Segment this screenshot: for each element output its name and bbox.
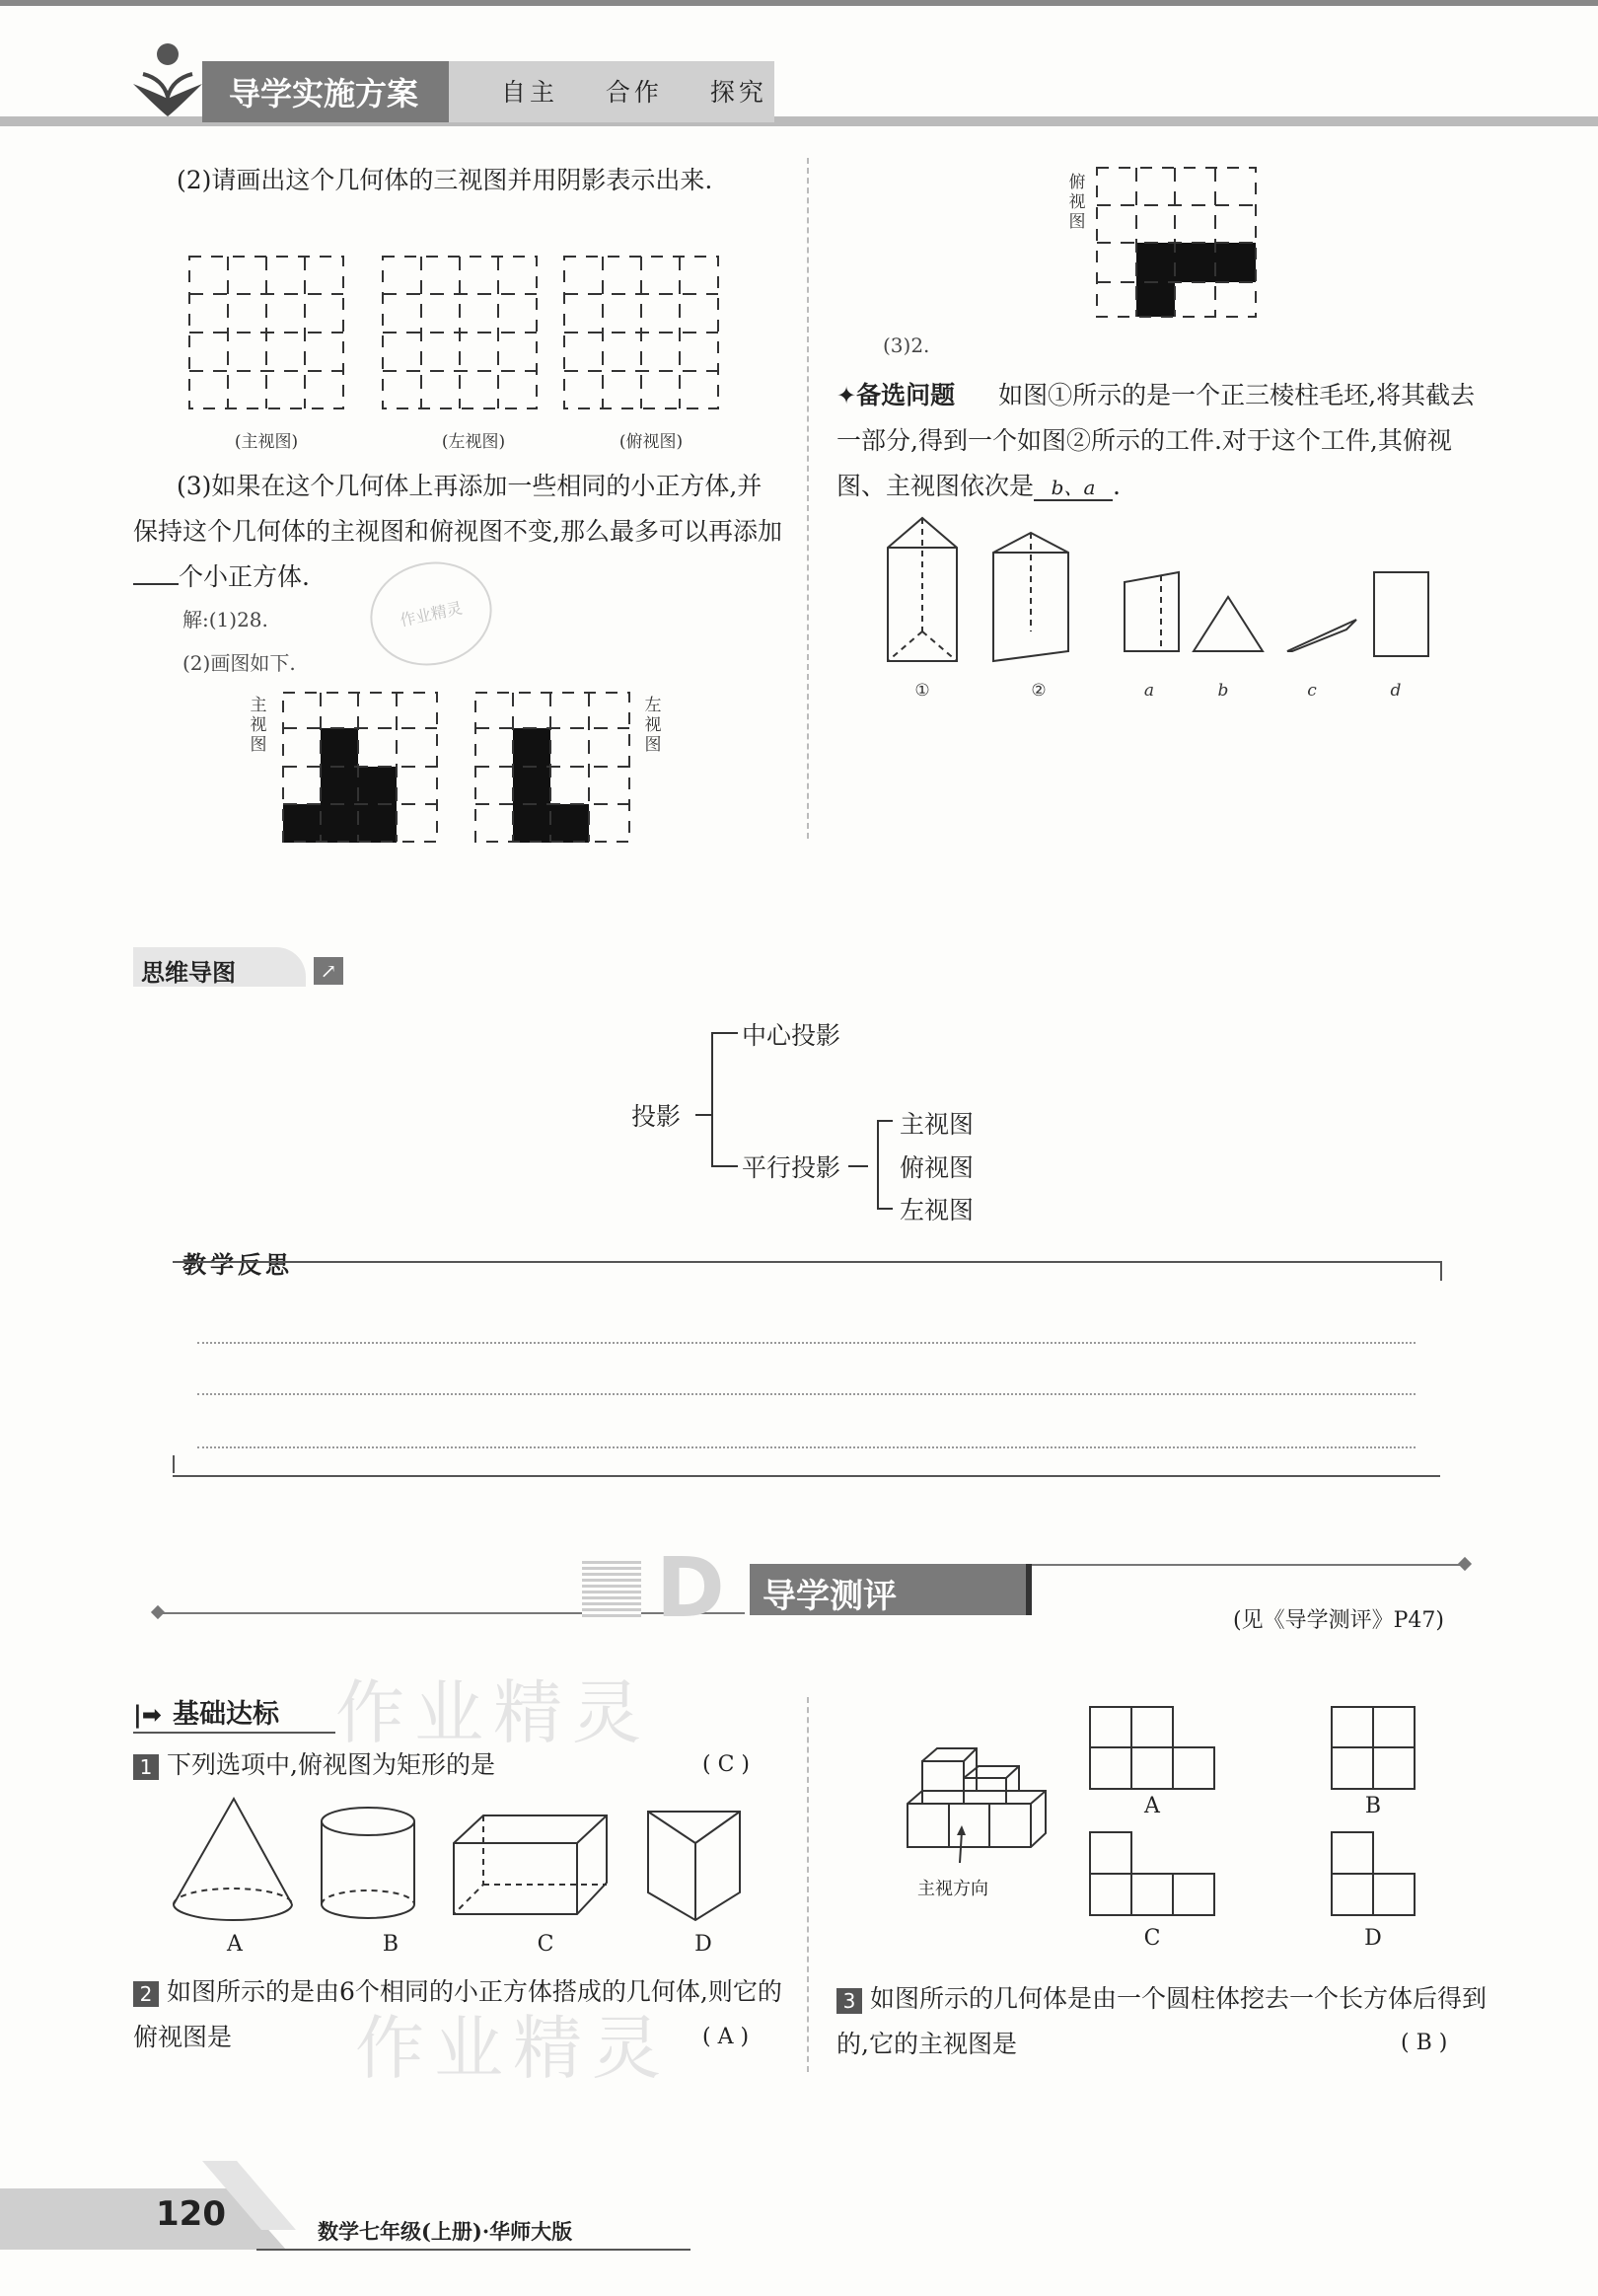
basics-heading: 基础达标 (172, 1699, 279, 1730)
header-title: 导学实施方案 (229, 75, 419, 112)
header-tag-3: 探究 (709, 78, 767, 107)
column-divider (807, 158, 809, 839)
q2-number: 2 (133, 1981, 159, 2007)
answer-1: 解:(1)28. (182, 608, 268, 631)
q1-answer: ( C ) (702, 1752, 750, 1777)
q3-text: 如图所示的几何体是由一个圆柱体挖去一个长方体后得到的,它的主视图是 (836, 1984, 1488, 2058)
watermark-1: 作业精灵 (335, 1672, 651, 1753)
q2-label-b[interactable]: B (1364, 1794, 1382, 1818)
logo-icon (128, 39, 207, 123)
answer-grids (187, 255, 730, 412)
optional-text: 如图①所示的是一个正三棱柱毛坯,将其截去一部分,得到一个如图②所示的工件.对于这个工件,其俯视图、主视图依次是 (836, 381, 1476, 500)
optional-problem: ✦备选问题 如图①所示的是一个正三棱柱毛坯,将其截去一部分,得到一个如图②所示的工件.对于这个工件,其俯视图、主视图依次是 b、a . (836, 381, 1476, 500)
column-divider-2 (807, 1697, 809, 2072)
writing-line-2[interactable] (197, 1393, 1416, 1395)
caption-top: (俯视图) (618, 432, 684, 452)
caption-left: (左视图) (441, 432, 506, 452)
page-number: 120 (156, 2194, 226, 2234)
optional-title-icon: ✦ (836, 382, 857, 409)
header-tag-1: 自主 (501, 78, 559, 107)
answer-left-view (473, 691, 631, 844)
section-d-ref: (见《导学测评》P47) (1233, 1608, 1444, 1633)
q2-label-d[interactable]: D (1364, 1926, 1382, 1951)
section-d-title: 导学测评 (763, 1577, 897, 1616)
q1-label-c[interactable]: C (537, 1932, 554, 1957)
mindmap-heading: 思维导图 (141, 959, 236, 987)
fig-label-c: c (1307, 681, 1317, 701)
q2-label-a[interactable]: A (1144, 1794, 1160, 1818)
answer-top-view (1095, 166, 1258, 319)
header-bar (0, 0, 1598, 130)
q2-options-cd (1085, 1827, 1420, 1926)
optional-title: 备选问题 (856, 381, 956, 409)
q2-cube-figure (903, 1737, 1060, 1870)
q1-label-d[interactable]: D (694, 1932, 712, 1957)
answer-2: (2)画图如下. (182, 651, 296, 675)
watermark-2: 作业精灵 (355, 2008, 671, 2089)
q2-direction-label: 主视方向 (917, 1879, 988, 1899)
mindmap-leaf-top: 俯视图 (900, 1153, 975, 1182)
label-left-view: 左视图 (644, 696, 662, 755)
book-title: 数学七年级(上册)·华师大版 (318, 2219, 573, 2244)
q1-label-a[interactable]: A (227, 1932, 243, 1957)
footer (0, 2161, 1598, 2279)
q2 (133, 1969, 784, 2060)
q3-number: 3 (836, 1988, 862, 2014)
basics-arrow-icon: |➡ (133, 1701, 162, 1729)
answer-3: (3)2. (883, 333, 930, 357)
label-top-view: 俯视图 (1068, 173, 1086, 232)
q2-answer: ( A ) (702, 2025, 750, 2049)
stamp-text: 作业精灵 (398, 598, 465, 630)
section-d-letter: D (656, 1539, 725, 1636)
q1-label-b[interactable]: B (382, 1932, 400, 1957)
prism-figures (883, 513, 1435, 671)
q3-answer: ( B ) (1401, 2031, 1448, 2055)
arrow-icon: ↗ (314, 957, 343, 985)
optional-answer: b、a (1034, 476, 1113, 501)
fig-label-a: a (1143, 681, 1155, 701)
mindmap-branch-central: 中心投影 (742, 1021, 841, 1050)
q1-shapes (168, 1794, 760, 1927)
fig-label-1: ① (914, 681, 930, 701)
question-2-text: (2)请画出这个几何体的三视图并用阴影表示出来. (177, 166, 713, 194)
mindmap-leaf-left: 左视图 (900, 1196, 975, 1224)
basics-heading-box (133, 1692, 335, 1734)
caption-main: (主视图) (234, 432, 299, 452)
fig-label-b: b (1217, 681, 1229, 701)
answer-main-view (281, 691, 439, 844)
q1-text: 下列选项中,俯视图为矩形的是 (167, 1750, 495, 1779)
mindmap-leaf-main: 主视图 (900, 1110, 975, 1139)
reflection-box (173, 1261, 1440, 1477)
q1-number: 1 (133, 1754, 159, 1780)
writing-line-3[interactable] (197, 1446, 1416, 1448)
q2-text: 如图所示的是由6个相同的小正方体搭成的几何体,则它的俯视图是 (133, 1977, 782, 2051)
question-3-text: (3)如果在这个几何体上再添加一些相同的小正方体,并保持这个几何体的主视图和俯视图不变,那么最多可以再添加个小正方体. (133, 472, 782, 591)
reflection-heading: 教学反思 (182, 1251, 293, 1279)
header-tag-2: 合作 (605, 78, 663, 107)
fig-label-d: d (1390, 681, 1402, 701)
mindmap-branch-parallel: 平行投影 (742, 1153, 841, 1182)
mindmap-heading-box (133, 947, 306, 987)
q3 (836, 1976, 1492, 2067)
fig-label-2: ② (1031, 681, 1047, 701)
writing-line-1[interactable] (197, 1342, 1416, 1344)
mindmap-root: 投影 (631, 1102, 682, 1131)
label-main-view: 主视图 (250, 696, 267, 755)
q1 (133, 1742, 784, 1788)
q2-label-c[interactable]: C (1143, 1926, 1161, 1951)
